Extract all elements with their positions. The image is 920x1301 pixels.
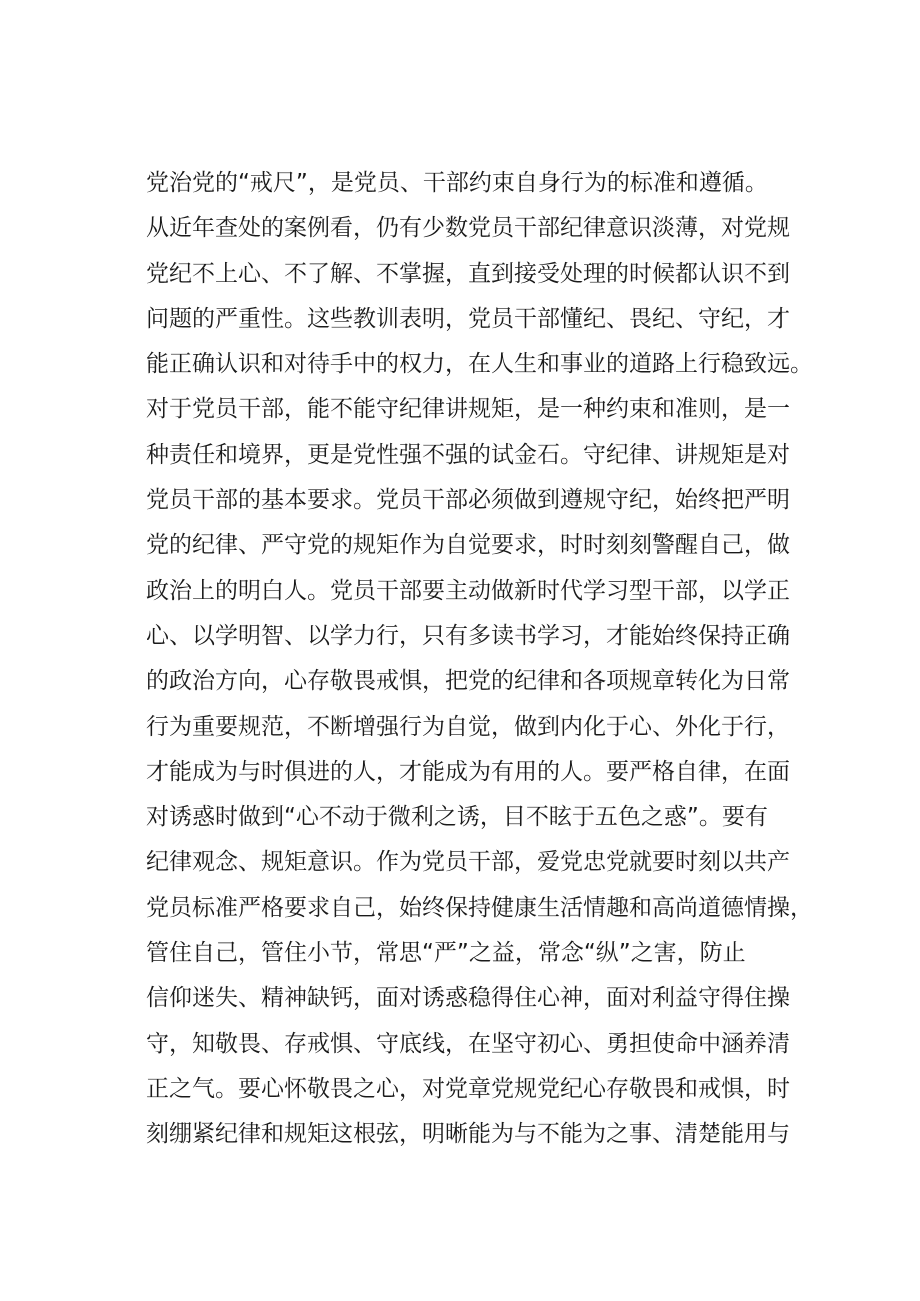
text-line-12: 的政治方向，心存敬畏戒惧，把党的纪律和各项规章转化为日常: [146, 668, 790, 695]
text-line-3: 党纪不上心、不了解、不掌握，直到接受处理的时候都认识不到: [146, 260, 790, 287]
text-line-7: 种责任和境界，更是党性强不强的试金石。守纪律、讲规矩是对: [146, 441, 790, 468]
text-line-11: 心、以学明智、以学力行，只有多读书学习，才能始终保持正确: [146, 622, 790, 649]
text-line-19: 信仰迷失、精神缺钙，面对诱惑稳得住心神，面对利益守得住操: [146, 985, 790, 1012]
text-line-14: 才能成为与时俱进的人，才能成为有用的人。要严格自律，在面: [146, 758, 790, 785]
document-body: [146, 161, 813, 1158]
text-line-15: 对诱惑时做到“心不动于微利之诱，目不眩于五色之惑”。要有: [146, 804, 768, 831]
text-line-5: 能正确认识和对待手中的权力，在人生和事业的道路上行稳致远。: [146, 351, 813, 378]
text-line-18: 管住自己，管住小节，常思“严”之益，常念“纵”之害，防止: [146, 940, 746, 967]
text-line-22: 刻绷紧纪律和规矩这根弦，明晰能为与不能为之事、清楚能用与: [146, 1121, 790, 1148]
text-line-10: 政治上的明白人。党员干部要主动做新时代学习型干部，以学正: [146, 577, 790, 604]
text-line-8: 党员干部的基本要求。党员干部必须做到遵规守纪，始终把严明: [146, 487, 790, 514]
text-line-9: 党的纪律、严守党的规矩作为自觉要求，时时刻刻警醒自己，做: [146, 532, 790, 559]
text-line-4: 问题的严重性。这些教训表明，党员干部懂纪、畏纪、守纪，才: [146, 305, 790, 332]
text-line-20: 守，知敬畏、存戒惧、守底线，在坚守初心、勇担使命中涵养清: [146, 1030, 790, 1057]
text-line-13: 行为重要规范，不断增强行为自觉，做到内化于心、外化于行，: [146, 713, 790, 740]
text-line-6: 对于党员干部，能不能守纪律讲规矩，是一种约束和准则，是一: [146, 396, 790, 423]
text-line-1: 党治党的“戒尺”，是党员、干部约束自身行为的标准和遵循。: [146, 170, 768, 196]
text-line-21: 正之气。要心怀敬畏之心，对党章党规党纪心存敬畏和戒惧，时: [146, 1075, 790, 1102]
text-line-16: 纪律观念、规矩意识。作为党员干部，爱党忠党就要时刻以共产: [146, 849, 790, 876]
text-line-17: 党员标准严格要求自己，始终保持健康生活情趣和高尚道德情操，: [146, 894, 813, 921]
text-line-2: 从近年查处的案例看，仍有少数党员干部纪律意识淡薄，对党规: [146, 215, 790, 242]
